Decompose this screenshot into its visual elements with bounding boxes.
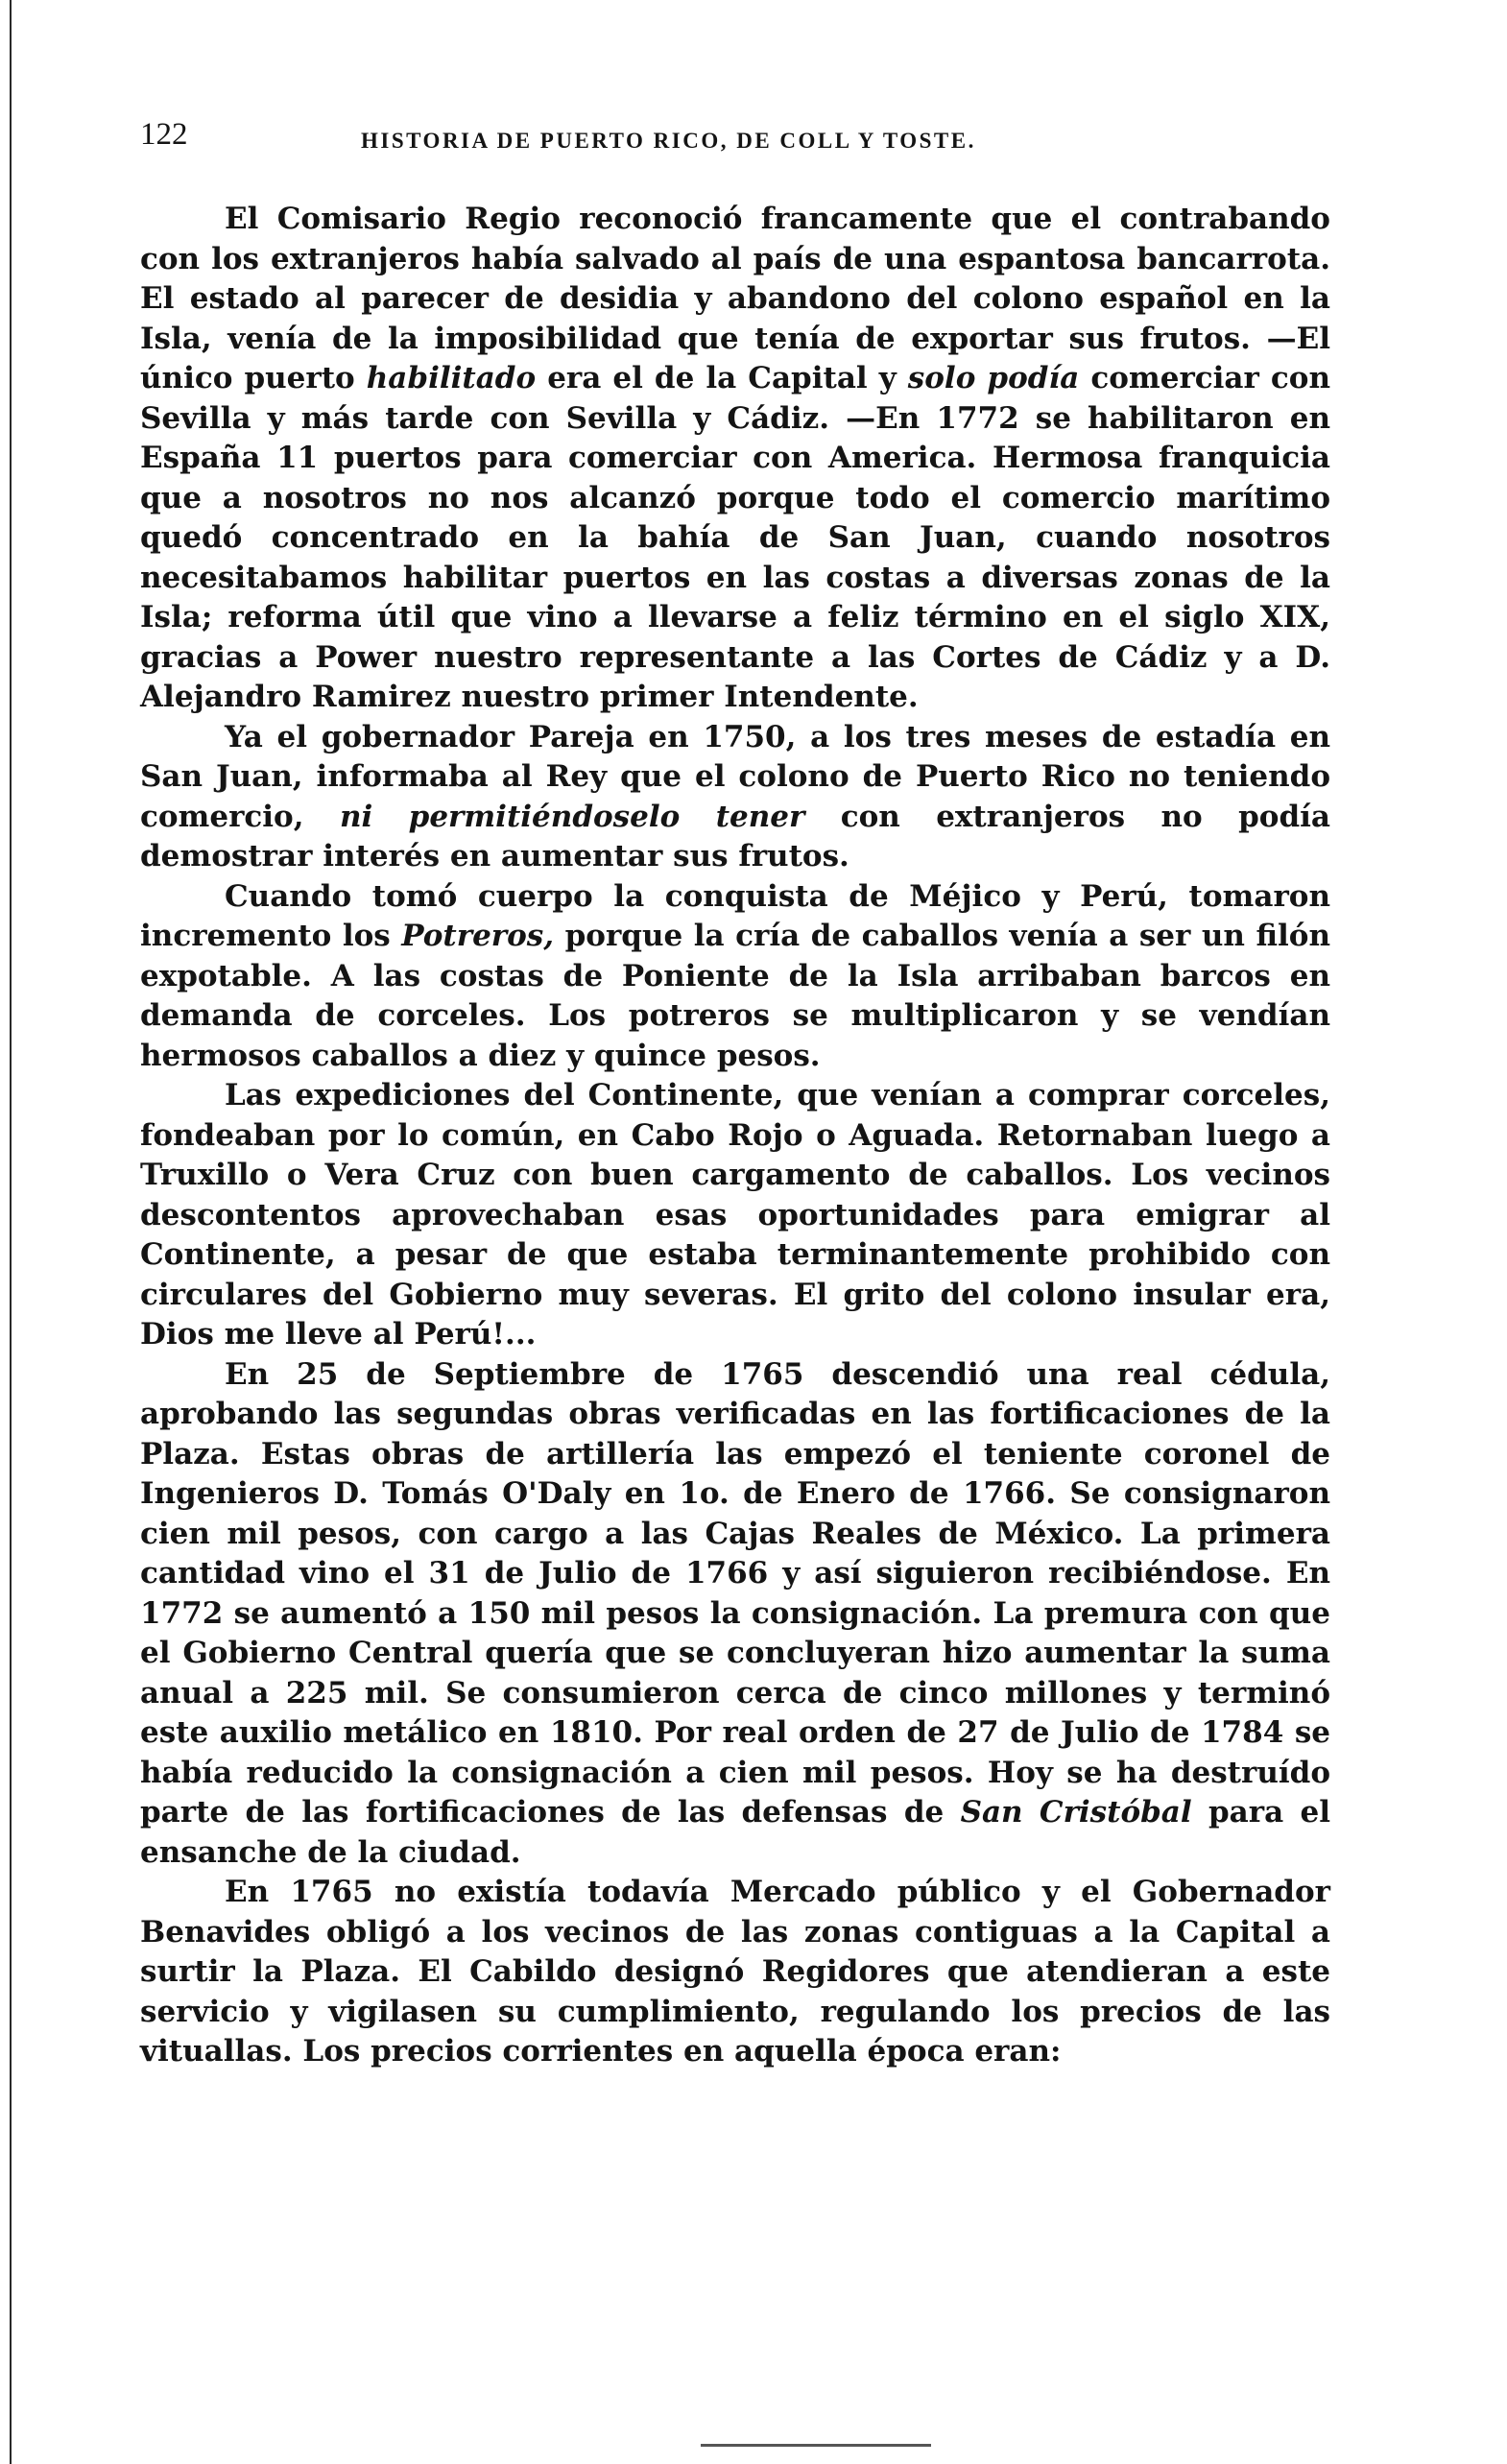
- italic-text-run: Potreros,: [401, 919, 555, 953]
- paragraph-contraband: [140, 200, 1330, 718]
- scan-edge-line: [10, 0, 12, 2464]
- text-run: Las expediciones del Continente, que venían a comprar corceles, fondeaban por lo común, en Cabo Rojo o Aguada. Retornaban luego a Truxillo o Vera Cruz con buen cargamento de caballos. Los vecinos descontentos aprovechaban esas oportunidades para emigrar al Continente, a pesar de que estaba terminantemente prohibido con circulares del Gobierno muy severas. El grito del colono insular era, Dios me lleve al Perú!...: [140, 1078, 1330, 1352]
- footer-rule: [701, 2444, 931, 2447]
- text-run: comerciar con Sevilla y más tarde con Sevilla y Cádiz. —En 1772 se habilitaron en España 11 puertos para comerciar con America. Hermosa franquicia que a nosotros no nos alcanzó porque todo el comercio marítimo quedó concentrado en la bahía de San Juan, cuando nosotros necesitabamos habilitar puertos en las costas a diversas zonas de la Isla; reforma útil que vino a llevarse a feliz término en el siglo XIX, gracias a Power nuestro representante a las Cortes de Cádiz y a D. Alejandro Ramirez nuestro primer Intendente.: [140, 361, 1330, 714]
- italic-text-run: San Cristóbal: [960, 1795, 1192, 1830]
- body-text: [140, 200, 1330, 2072]
- italic-text-run: ni permitiéndoselo tener: [339, 799, 805, 834]
- paragraph-pareja: [140, 718, 1330, 877]
- book-page: [140, 113, 1330, 2072]
- paragraph-expediciones: [140, 1076, 1330, 1355]
- text-run: con extranjeros no podía demostrar interés en aumentar sus frutos.: [140, 799, 1330, 873]
- running-header: [140, 113, 1330, 171]
- text-run: Cuando tomó cuerpo la conquista de Méjico y Perú, tomaron incremento los: [140, 878, 1330, 953]
- text-run: Ya el gobernador Pareja en 1750, a los tres meses de estadía en San Juan, informaba al Rey que el colono de Puerto Rico no teniendo comercio,: [140, 719, 1330, 834]
- text-run: porque la cría de caballos venía a ser un filón expotable. A las costas de Poniente de la Isla arribaban barcos en demanda de corceles. Los potreros se multiplicaron y se vendían hermosos caballos a diez y quince pesos.: [140, 919, 1330, 1073]
- italic-text-run: solo podía: [907, 361, 1080, 395]
- text-run: El Comisario Regio reconoció francamente que el contrabando con los extranjeros había salvado al país de una espantosa bancarrota. El estado al parecer de desidia y abandono del colono español en la Isla, venía de la imposibilidad que tenía de exportar sus frutos. —El único puerto: [140, 202, 1330, 395]
- paragraph-potreros: [140, 877, 1330, 1077]
- running-title: HISTORIA DE PUERTO RICO, DE COLL Y TOSTE.: [361, 129, 976, 153]
- italic-text-run: habilitado: [366, 361, 537, 395]
- text-run: para el ensanche de la ciudad.: [140, 1795, 1331, 1870]
- paragraph-fortificaciones: [140, 1355, 1330, 1874]
- paragraph-mercado: [140, 1873, 1330, 2072]
- text-run: era el de la Capital y: [536, 361, 908, 395]
- text-run: En 25 de Septiembre de 1765 descendió una real cédula, aprobando las segundas obras verificadas en las fortificaciones de la Plaza. Estas obras de artillería las empezó el teniente coronel de Ingenieros D. Tomás O'Daly en 1o. de Enero de 1766. Se consignaron cien mil pesos, con cargo a las Cajas Reales de México. La primera cantidad vino el 31 de Julio de 1766 y así siguieron recibiéndose. En 1772 se aumentó a 150 mil pesos la consignación. La premura con que el Gobierno Central quería que se concluyeran hizo aumentar la suma anual a 225 mil. Se consumieron cerca de cinco millones y terminó este auxilio metálico en 1810. Por real orden de 27 de Julio de 1784 se había reducido la consignación a cien mil pesos. Hoy se ha destruído parte de las fortificaciones de las defensas de: [140, 1356, 1330, 1830]
- text-run: En 1765 no existía todavía Mercado público y el Gobernador Benavides obligó a los vecinos de las zonas contiguas a la Capital a surtir la Plaza. El Cabildo designó Regidores que atendieran a este servicio y vigilasen su cumplimiento, regulando los precios de las vituallas. Los precios corrientes en aquella época eran:: [140, 1875, 1330, 2069]
- page-number: 122: [140, 117, 188, 152]
